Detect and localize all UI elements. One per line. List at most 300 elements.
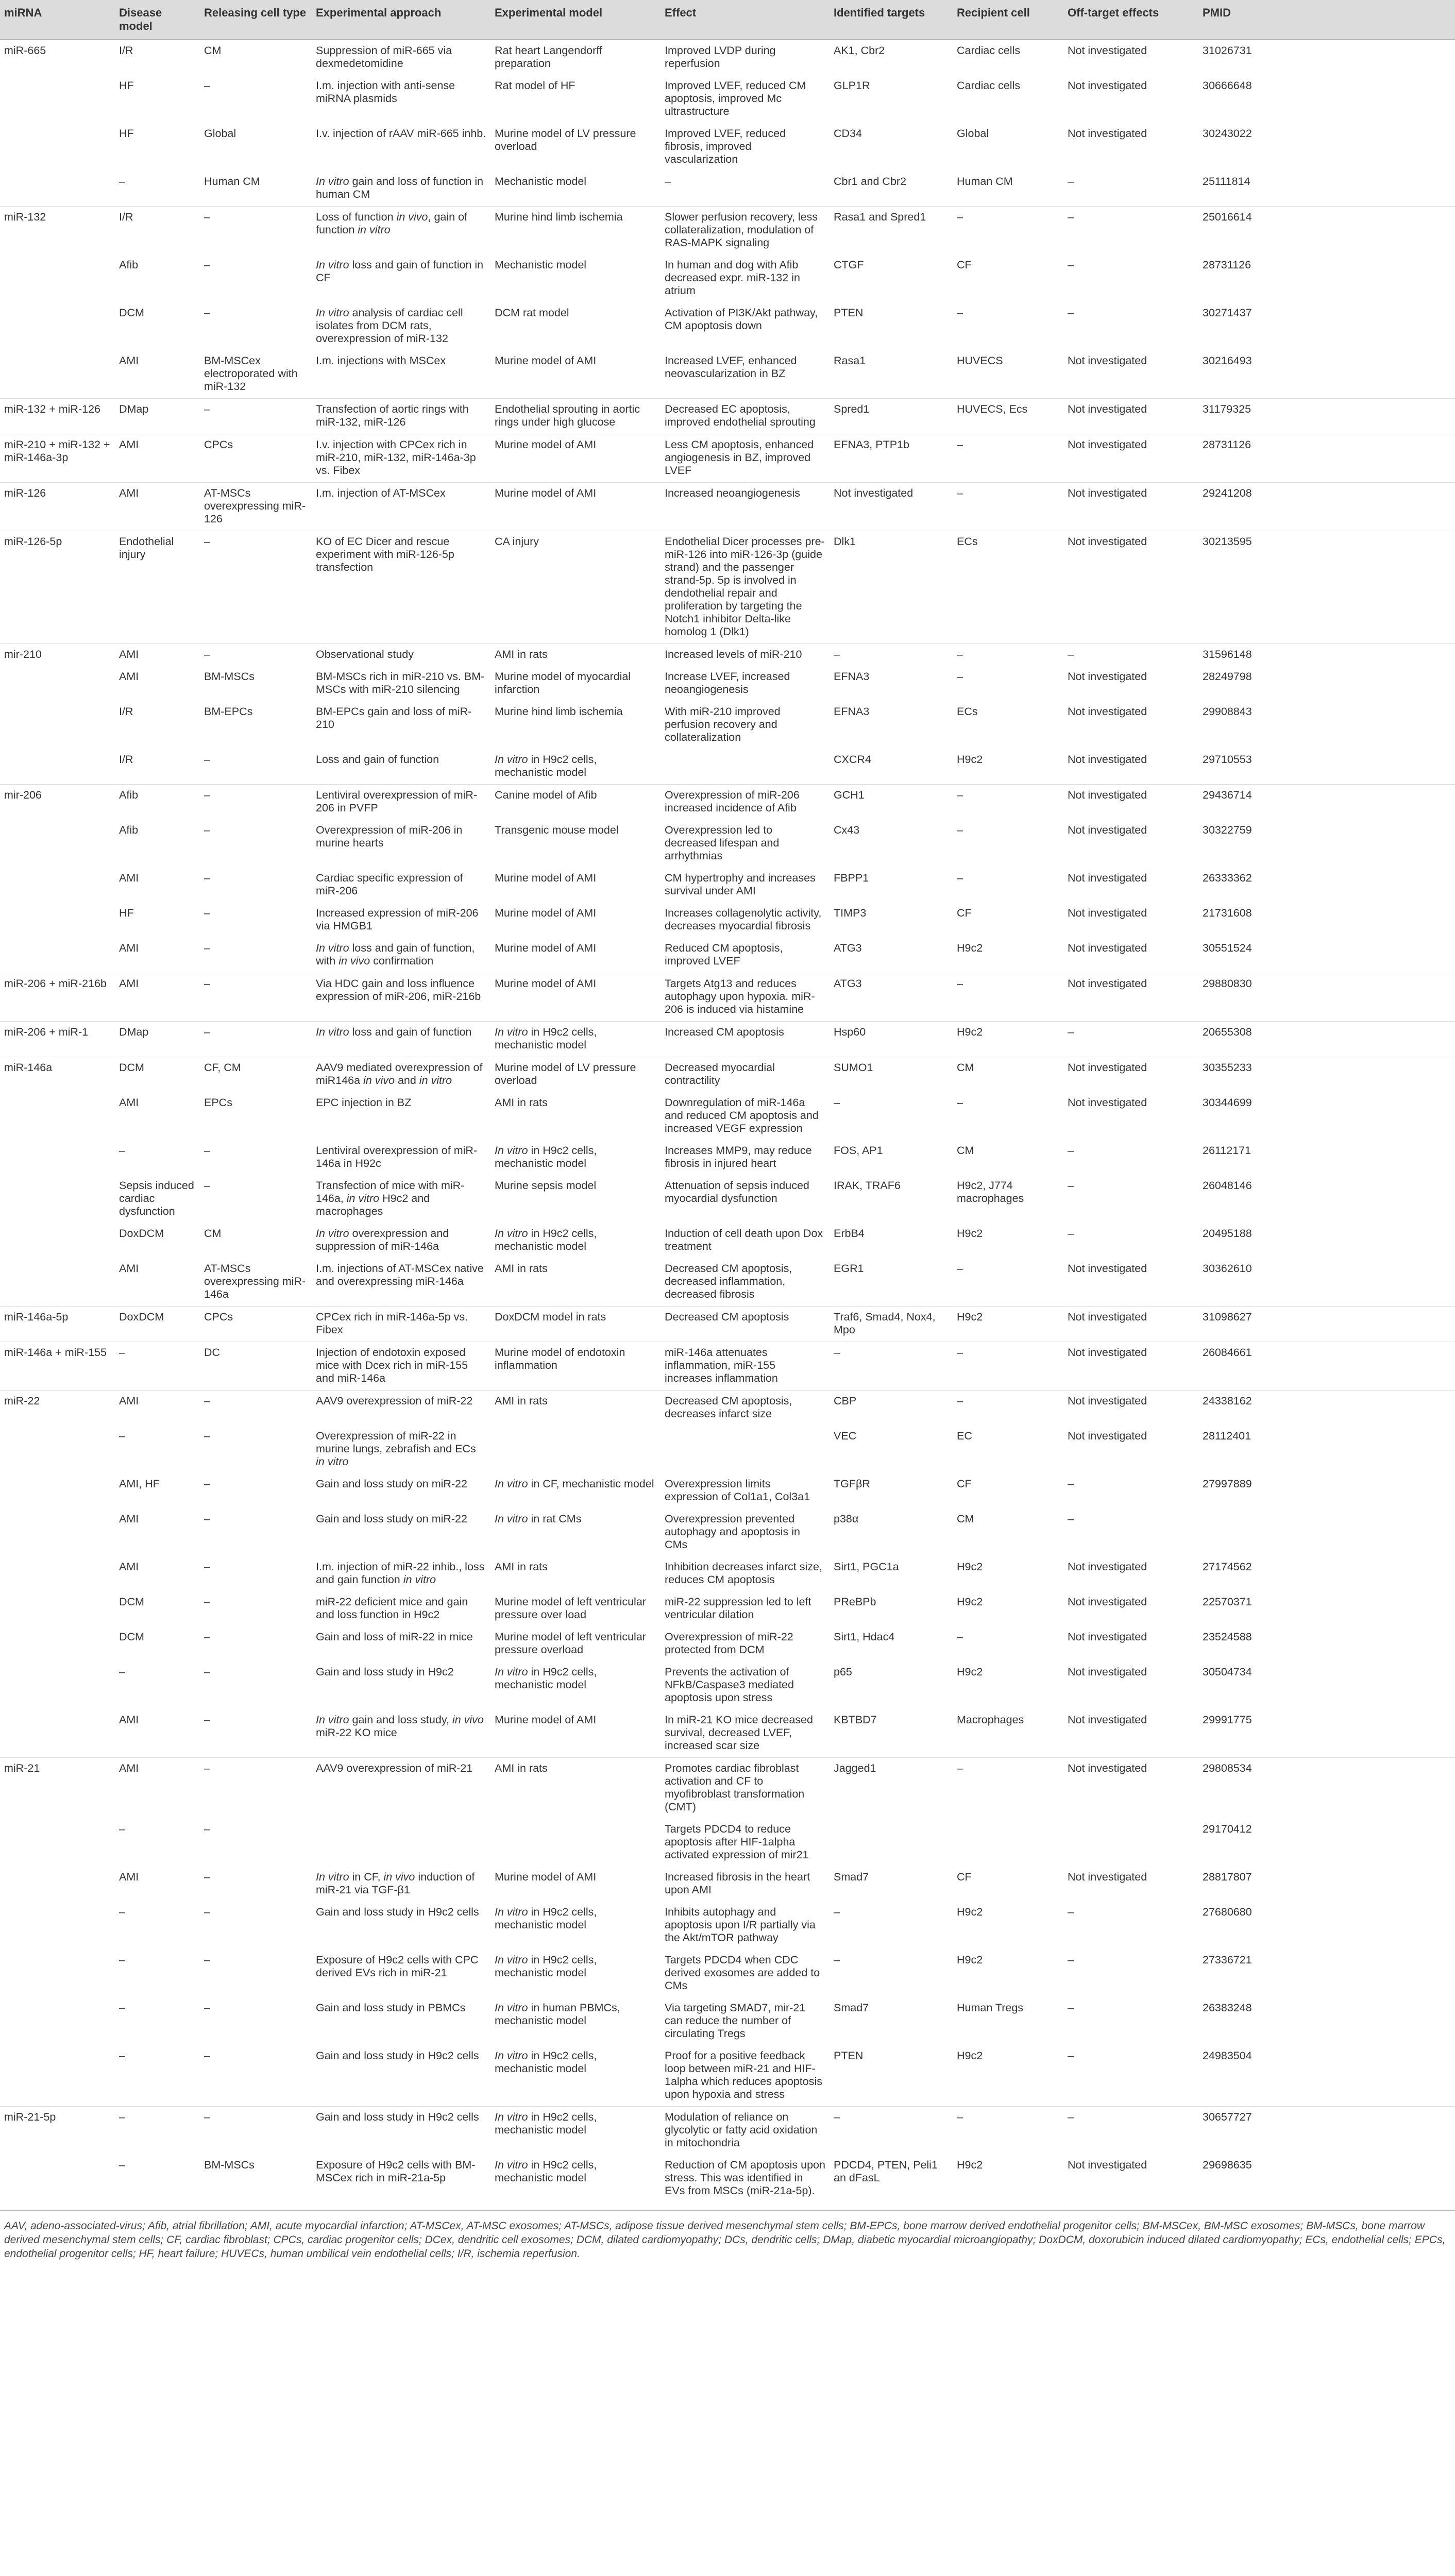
- table-row: [0, 1591, 1455, 1626]
- cell-identified-targets: ATG3: [830, 973, 953, 1022]
- cell-recipient-cell: H9c2: [953, 1307, 1063, 1342]
- cell-identified-targets: PTEN: [834, 307, 864, 319]
- cell-experimental-model: Murine model of AMI: [495, 942, 597, 954]
- cell-off-target-effects: Not investigated: [1068, 1871, 1147, 1883]
- cell-recipient-cell: H9c2, J774 macrophages: [957, 1179, 1024, 1205]
- cell-disease-model: HF: [119, 127, 134, 140]
- table-row: [0, 1662, 1455, 1709]
- table-row: [0, 1258, 1455, 1307]
- cell-off-target-effects: Not investigated: [1068, 44, 1147, 57]
- cell-releasing-cell-type: –: [204, 1906, 210, 1918]
- cell-experimental-model: Murine model of AMI: [495, 1871, 597, 1883]
- cell-releasing-cell-type: –: [200, 644, 312, 667]
- cell-disease-model: –: [119, 1144, 125, 1157]
- cell-recipient-cell: –: [953, 434, 1063, 483]
- cell-identified-targets: Jagged1: [830, 1758, 953, 1819]
- cell-mirna: mir-206: [0, 785, 115, 820]
- cell-pmid: 26112171: [1203, 1144, 1251, 1157]
- table-row: [0, 1819, 1455, 1867]
- cell-identified-targets: Spred1: [830, 399, 953, 434]
- cell-off-target-effects: Not investigated: [1068, 942, 1147, 954]
- table-row: [0, 207, 1455, 255]
- cell-pmid: 30551524: [1203, 942, 1252, 954]
- cell-pmid: 30243022: [1203, 127, 1252, 140]
- table-row: [0, 2155, 1455, 2202]
- cell-identified-targets: –: [834, 1906, 840, 1918]
- cell-identified-targets: Dlk1: [830, 531, 953, 644]
- cell-experimental-approach: Suppression of miR-665 via dexmedetomidine: [316, 44, 452, 70]
- cell-experimental-model: Murine model of myocardial infarction: [495, 670, 631, 696]
- cell-recipient-cell: –: [957, 1096, 963, 1109]
- cell-disease-model: –: [115, 2107, 200, 2155]
- cell-off-target-effects: Not investigated: [1063, 399, 1198, 434]
- table-row: [0, 666, 1455, 701]
- cell-off-target-effects: Not investigated: [1063, 1391, 1198, 1426]
- cell-experimental-model: Murine sepsis model: [495, 1179, 597, 1192]
- cell-experimental-model: AMI in rats: [495, 1096, 548, 1109]
- cell-off-target-effects: –: [1068, 175, 1074, 188]
- table-row: [0, 749, 1455, 785]
- cell-pmid: 24338162: [1198, 1391, 1455, 1426]
- cell-identified-targets: ATG3: [834, 942, 862, 954]
- cell-effect: Downregulation of miR-146a and reduced CM apoptosis and increased VEGF expression: [665, 1096, 819, 1134]
- cell-experimental-model: DoxDCM model in rats: [490, 1307, 661, 1342]
- cell-disease-model: AMI: [115, 434, 200, 483]
- table-row: [0, 123, 1455, 171]
- cell-experimental-approach: miR-22 deficient mice and gain and loss function in H9c2: [316, 1596, 468, 1621]
- cell-disease-model: AMI: [115, 644, 200, 667]
- cell-experimental-model: Murine model of AMI: [490, 434, 661, 483]
- cell-off-target-effects: –: [1068, 1954, 1074, 1966]
- table-row: [0, 1473, 1455, 1509]
- cell-mirna: miR-21: [0, 1758, 115, 1819]
- cell-off-target-effects: Not investigated: [1068, 824, 1147, 836]
- cell-effect: Increased neoangiogenesis: [661, 483, 830, 531]
- cell-off-target-effects: –: [1068, 1513, 1074, 1525]
- cell-identified-targets: p65: [834, 1666, 852, 1678]
- cell-mirna: miR-206 + miR-1: [0, 1022, 115, 1057]
- cell-mirna: [0, 1662, 115, 1709]
- cell-off-target-effects: Not investigated: [1063, 1057, 1198, 1093]
- cell-releasing-cell-type: DC: [200, 1342, 312, 1391]
- cell-identified-targets: Cx43: [834, 824, 860, 836]
- cell-mirna: [0, 1819, 115, 1867]
- cell-disease-model: AMI: [119, 1871, 139, 1883]
- cell-mirna: [0, 255, 115, 302]
- cell-pmid: 30216493: [1203, 354, 1252, 367]
- cell-pmid: 20495188: [1203, 1227, 1252, 1240]
- cell-off-target-effects: Not investigated: [1068, 1714, 1147, 1726]
- table-row: [0, 785, 1455, 820]
- cell-pmid: 31596148: [1198, 644, 1455, 667]
- cell-experimental-approach: In vitro analysis of cardiac cell isolates from DCM rats, overexpression of miR-132: [316, 307, 463, 345]
- cell-pmid: 29241208: [1198, 483, 1455, 531]
- table-row: [0, 171, 1455, 207]
- cell-experimental-approach: Cardiac specific expression of miR-206: [316, 872, 463, 897]
- cell-recipient-cell: –: [953, 1342, 1063, 1391]
- cell-pmid: 30666648: [1203, 79, 1252, 92]
- cell-mirna: [0, 302, 115, 350]
- cell-recipient-cell: –: [953, 2107, 1063, 2155]
- cell-mirna: mir-210: [0, 644, 115, 667]
- cell-disease-model: AMI: [119, 1561, 139, 1573]
- cell-off-target-effects: Not investigated: [1068, 872, 1147, 884]
- cell-pmid: 27680680: [1203, 1906, 1252, 1918]
- cell-releasing-cell-type: –: [200, 973, 312, 1022]
- cell-identified-targets: AK1, Cbr2: [834, 44, 885, 57]
- cell-disease-model: AMI: [115, 1391, 200, 1426]
- cell-pmid: 29698635: [1203, 2159, 1252, 2171]
- table-row: [0, 903, 1455, 938]
- cell-experimental-approach: In vitro in CF, in vivo induction of miR-21 via TGF-β1: [316, 1871, 475, 1896]
- column-header-effect: Effect: [661, 0, 830, 40]
- cell-effect: Improved LVDP during reperfusion: [665, 44, 776, 70]
- cell-recipient-cell: –: [953, 1391, 1063, 1426]
- cell-releasing-cell-type: –: [204, 1714, 210, 1726]
- cell-off-target-effects: Not investigated: [1068, 1262, 1147, 1275]
- cell-recipient-cell: –: [953, 483, 1063, 531]
- cell-identified-targets: Cbr1 and Cbr2: [834, 175, 907, 188]
- cell-mirna: [0, 1223, 115, 1258]
- cell-experimental-approach: I.v. injection of rAAV miR-665 inhb.: [316, 127, 486, 140]
- cell-recipient-cell: CF: [957, 259, 972, 271]
- cell-effect: miR-22 suppression led to left ventricular dilation: [665, 1596, 811, 1621]
- cell-experimental-approach: Gain and loss study in H9c2: [316, 1666, 454, 1678]
- cell-releasing-cell-type: –: [204, 307, 210, 319]
- cell-releasing-cell-type: –: [200, 1391, 312, 1426]
- cell-experimental-model: AMI in rats: [495, 1561, 548, 1573]
- cell-recipient-cell: –: [953, 207, 1063, 255]
- cell-experimental-approach: In vitro loss and gain of function, with in vivo confirmation: [316, 942, 475, 967]
- cell-releasing-cell-type: CPCs: [200, 1307, 312, 1342]
- cell-disease-model: HF: [119, 907, 134, 919]
- column-header-off-target-effects: Off-target effects: [1063, 0, 1198, 40]
- table-row: [0, 483, 1455, 531]
- cell-identified-targets: Rasa1: [834, 354, 866, 367]
- cell-disease-model: I/R: [115, 207, 200, 255]
- cell-recipient-cell: H9c2: [953, 1022, 1063, 1057]
- cell-experimental-model: In vitro in H9c2 cells, mechanistic model: [495, 1954, 597, 1979]
- cell-mirna: [0, 868, 115, 903]
- cell-experimental-approach: EPC injection in BZ: [316, 1096, 412, 1109]
- cell-off-target-effects: Not investigated: [1068, 1096, 1147, 1109]
- cell-recipient-cell: H9c2: [957, 2049, 983, 2062]
- cell-experimental-approach: Transfection of aortic rings with miR-132, miR-126: [312, 399, 490, 434]
- cell-mirna: miR-126-5p: [0, 531, 115, 644]
- cell-recipient-cell: CM: [953, 1057, 1063, 1093]
- table-row: [0, 868, 1455, 903]
- cell-experimental-approach: Lentiviral overexpression of miR-206 in PVFP: [312, 785, 490, 820]
- cell-disease-model: –: [119, 1906, 125, 1918]
- cell-off-target-effects: Not investigated: [1068, 1631, 1147, 1643]
- cell-pmid: 29808534: [1198, 1758, 1455, 1819]
- cell-effect: Inhibits autophagy and apoptosis upon I/R partially via the Akt/mTOR pathway: [665, 1906, 816, 1944]
- cell-effect: Slower perfusion recovery, less collateralization, modulation of RAS-MAPK signaling: [661, 207, 830, 255]
- cell-experimental-approach: AAV9 overexpression of miR-22: [312, 1391, 490, 1426]
- cell-recipient-cell: [953, 1819, 1063, 1867]
- cell-releasing-cell-type: –: [204, 1430, 210, 1442]
- cell-recipient-cell: –: [957, 1631, 963, 1643]
- cell-disease-model: –: [119, 2049, 125, 2062]
- cell-releasing-cell-type: CPCs: [200, 434, 312, 483]
- table-row: [0, 255, 1455, 302]
- cell-recipient-cell: Human Tregs: [957, 2002, 1024, 2014]
- cell-effect: Endothelial Dicer processes pre-miR-126 into miR-126-3p (guide strand) and the passenger strand-5p. 5p is involved in dendothelial repair and proliferation by targeting the Notch1 inhibitor Delta-like homolog 1 (Dlk1): [661, 531, 830, 644]
- cell-identified-targets: EGR1: [834, 1262, 864, 1275]
- cell-effect: Increased CM apoptosis: [661, 1022, 830, 1057]
- cell-mirna: [0, 2045, 115, 2107]
- cell-releasing-cell-type: AT-MSCs overexpressing miR-146a: [204, 1262, 306, 1300]
- table-row: [0, 1509, 1455, 1556]
- cell-pmid: 26383248: [1203, 2002, 1252, 2014]
- cell-pmid: 22570371: [1203, 1596, 1252, 1608]
- cell-experimental-approach: I.m. injection of miR-22 inhib., loss and gain function in vitro: [316, 1561, 485, 1586]
- cell-pmid: 30657727: [1198, 2107, 1455, 2155]
- cell-effect: Decreased EC apoptosis, improved endothelial sprouting: [661, 399, 830, 434]
- cell-identified-targets: –: [830, 1342, 953, 1391]
- cell-experimental-approach: I.m. injections with MSCex: [316, 354, 446, 367]
- cell-releasing-cell-type: –: [200, 207, 312, 255]
- table-row: [0, 820, 1455, 868]
- cell-effect: Prevents the activation of NFkB/Caspase3 mediated apoptosis upon stress: [665, 1666, 794, 1704]
- cell-experimental-model: [490, 1426, 661, 1473]
- table-row: [0, 1950, 1455, 1997]
- cell-disease-model: AMI: [115, 973, 200, 1022]
- cell-off-target-effects: Not investigated: [1063, 434, 1198, 483]
- cell-experimental-model: Murine model of AMI: [495, 1714, 597, 1726]
- cell-mirna: [0, 1092, 115, 1140]
- cell-identified-targets: IRAK, TRAF6: [834, 1179, 901, 1192]
- cell-disease-model: Sepsis induced cardiac dysfunction: [119, 1179, 194, 1217]
- cell-effect: Increased LVEF, enhanced neovascularization in BZ: [665, 354, 797, 380]
- cell-pmid: 30213595: [1198, 531, 1455, 644]
- table-row: [0, 1709, 1455, 1758]
- cell-recipient-cell: –: [957, 872, 963, 884]
- cell-off-target-effects: –: [1068, 1478, 1074, 1490]
- cell-experimental-model: Murine model of AMI: [495, 907, 597, 919]
- cell-identified-targets: PReBPb: [834, 1596, 876, 1608]
- cell-experimental-approach: KO of EC Dicer and rescue experiment with miR-126-5p transfection: [312, 531, 490, 644]
- cell-experimental-model: In vitro in H9c2 cells, mechanistic model: [490, 1022, 661, 1057]
- table-footnote: AAV, adeno-associated-virus; Afib, atrial fibrillation; AMI, acute myocardial infarction; AT-MSCex, AT-MSC exosomes; AT-MSCs, adipose tissue derived mesenchymal stem cells; BM-EPCs, bone marrow derived endothelial progenitor cells; BM-MSCex, BM-MSC exosomes; BM-MSCs, bone marrow derived mesenchymal stem cells; CF, cardiac fibroblast; CPCs, cardiac progenitor cells; DCex, dendritic cell exosomes; DCM, dilated cardiomyopathy; DCs, dendritic cells; DMap, diabetic myocardial microangiopathy; DoxDCM, doxorubicin induced dilated cardiomyopathy; ECs, endothelial cells; EPCs, endothelial progenitor cells; HF, heart failure; HUVECs, human umbilical vein endothelial cells; I/R, ischemia reperfusion.: [0, 2210, 1455, 2261]
- cell-mirna: miR-21-5p: [0, 2107, 115, 2155]
- cell-recipient-cell: H9c2: [957, 1954, 983, 1966]
- cell-mirna: [0, 1867, 115, 1902]
- cell-pmid: 27174562: [1203, 1561, 1252, 1573]
- cell-releasing-cell-type: –: [204, 2049, 210, 2062]
- cell-off-target-effects: –: [1068, 307, 1074, 319]
- cell-effect: Increases MMP9, may reduce fibrosis in injured heart: [665, 1144, 812, 1170]
- cell-pmid: 29908843: [1203, 705, 1252, 718]
- cell-disease-model: –: [119, 1823, 125, 1835]
- cell-experimental-approach: [312, 1819, 490, 1867]
- cell-experimental-model: Murine hind limb ischemia: [490, 207, 661, 255]
- cell-experimental-model: Murine model of LV pressure overload: [490, 1057, 661, 1093]
- cell-effect: Decreased myocardial contractility: [661, 1057, 830, 1093]
- cell-recipient-cell: –: [957, 670, 963, 683]
- cell-pmid: 29170412: [1203, 1823, 1252, 1835]
- column-header-pmid: PMID: [1198, 0, 1455, 40]
- cell-experimental-approach: Exposure of H9c2 cells with BM-MSCex rich in miR-21a-5p: [316, 2159, 476, 2184]
- cell-releasing-cell-type: –: [204, 1596, 210, 1608]
- cell-recipient-cell: –: [957, 307, 963, 319]
- cell-experimental-approach: CPCex rich in miR-146a-5p vs. Fibex: [312, 1307, 490, 1342]
- cell-pmid: 27336721: [1203, 1954, 1252, 1966]
- cell-releasing-cell-type: –: [204, 1871, 210, 1883]
- cell-effect: Targets PDCD4 to reduce apoptosis after HIF-1alpha activated expression of mir21: [665, 1823, 809, 1861]
- cell-off-target-effects: Not investigated: [1063, 483, 1198, 531]
- cell-recipient-cell: H9c2: [957, 1906, 983, 1918]
- cell-disease-model: DoxDCM: [115, 1307, 200, 1342]
- cell-disease-model: –: [119, 1954, 125, 1966]
- cell-experimental-model: Canine model of Afib: [490, 785, 661, 820]
- cell-experimental-approach: Gain and loss of miR-22 in mice: [316, 1631, 473, 1643]
- cell-experimental-approach: I.m. injections of AT-MSCex native and overexpressing miR-146a: [316, 1262, 484, 1287]
- cell-identified-targets: Sirt1, PGC1a: [834, 1561, 899, 1573]
- cell-experimental-model: In vitro in H9c2 cells, mechanistic model: [490, 2107, 661, 2155]
- cell-disease-model: AMI: [119, 1714, 139, 1726]
- table-row: [0, 1140, 1455, 1175]
- cell-pmid: 30322759: [1203, 824, 1252, 836]
- cell-effect: Overexpression limits expression of Col1a1, Col3a1: [665, 1478, 810, 1503]
- column-header-experimental-model: Experimental model: [490, 0, 661, 40]
- cell-off-target-effects: Not investigated: [1063, 973, 1198, 1022]
- table-row: [0, 531, 1455, 644]
- cell-releasing-cell-type: –: [204, 1954, 210, 1966]
- cell-pmid: 31179325: [1198, 399, 1455, 434]
- cell-disease-model: AMI: [119, 1262, 139, 1275]
- cell-releasing-cell-type: –: [204, 259, 210, 271]
- cell-experimental-approach: Increased expression of miR-206 via HMGB1: [316, 907, 479, 932]
- cell-mirna: [0, 903, 115, 938]
- cell-identified-targets: EFNA3, PTP1b: [830, 434, 953, 483]
- cell-off-target-effects: –: [1068, 2049, 1074, 2062]
- cell-experimental-model: AMI in rats: [490, 1391, 661, 1426]
- cell-recipient-cell: –: [957, 1262, 963, 1275]
- cell-recipient-cell: HUVECS, Ecs: [953, 399, 1063, 434]
- cell-recipient-cell: H9c2: [957, 942, 983, 954]
- column-header-mirna: miRNA: [0, 0, 115, 40]
- cell-off-target-effects: Not investigated: [1068, 705, 1147, 718]
- cell-effect: CM hypertrophy and increases survival under AMI: [665, 872, 816, 897]
- cell-disease-model: AMI: [115, 483, 200, 531]
- cell-experimental-approach: I.m. injection with anti-sense miRNA plasmids: [316, 79, 455, 105]
- cell-recipient-cell: Human CM: [957, 175, 1013, 188]
- cell-effect: Promotes cardiac fibroblast activation and CF to myofibroblast transformation (CMT): [661, 1758, 830, 1819]
- cell-off-target-effects: Not investigated: [1068, 907, 1147, 919]
- cell-off-target-effects: Not investigated: [1063, 785, 1198, 820]
- cell-effect: Overexpression prevented autophagy and apoptosis in CMs: [665, 1513, 800, 1551]
- table-row: [0, 350, 1455, 399]
- cell-off-target-effects: Not investigated: [1068, 79, 1147, 92]
- cell-experimental-model: AMI in rats: [490, 1758, 661, 1819]
- cell-off-target-effects: –: [1068, 2002, 1074, 2014]
- cell-recipient-cell: Cardiac cells: [957, 44, 1021, 57]
- cell-recipient-cell: CF: [957, 907, 972, 919]
- cell-off-target-effects: [1063, 1819, 1198, 1867]
- cell-mirna: [0, 2155, 115, 2202]
- cell-disease-model: DoxDCM: [119, 1227, 164, 1240]
- cell-experimental-model: Transgenic mouse model: [495, 824, 619, 836]
- cell-experimental-approach: Gain and loss study in H9c2 cells: [316, 2049, 479, 2062]
- cell-releasing-cell-type: –: [204, 942, 210, 954]
- cell-off-target-effects: –: [1068, 1906, 1074, 1918]
- cell-experimental-approach: Overexpression of miR-22 in murine lungs, zebrafish and ECs in vitro: [316, 1430, 476, 1468]
- cell-off-target-effects: –: [1063, 2107, 1198, 2155]
- cell-pmid: 28112401: [1203, 1430, 1251, 1442]
- table-row: [0, 1556, 1455, 1591]
- cell-pmid: [1198, 1509, 1455, 1556]
- cell-experimental-model: Murine model of AMI: [490, 973, 661, 1022]
- cell-pmid: 23524588: [1203, 1631, 1252, 1643]
- cell-mirna: [0, 1556, 115, 1591]
- cell-pmid: 30344699: [1203, 1096, 1252, 1109]
- cell-identified-targets: Smad7: [834, 1871, 869, 1883]
- cell-recipient-cell: Cardiac cells: [957, 79, 1021, 92]
- cell-pmid: 29436714: [1198, 785, 1455, 820]
- cell-releasing-cell-type: –: [204, 753, 210, 766]
- cell-identified-targets: [830, 1819, 953, 1867]
- cell-identified-targets: TGFβR: [834, 1478, 870, 1490]
- cell-mirna: miR-146a-5p: [0, 1307, 115, 1342]
- cell-effect: Overexpression of miR-206 increased incidence of Afib: [661, 785, 830, 820]
- cell-identified-targets: CBP: [830, 1391, 953, 1426]
- cell-mirna: [0, 1997, 115, 2045]
- cell-off-target-effects: Not investigated: [1063, 531, 1198, 644]
- cell-identified-targets: CTGF: [834, 259, 864, 271]
- cell-disease-model: –: [119, 1666, 125, 1678]
- cell-experimental-approach: Gain and loss study in H9c2 cells: [312, 2107, 490, 2155]
- cell-recipient-cell: H9c2: [957, 1596, 983, 1608]
- cell-identified-targets: –: [830, 644, 953, 667]
- cell-mirna: [0, 350, 115, 399]
- cell-experimental-approach: In vitro gain and loss study, in vivo miR-22 KO mice: [316, 1714, 484, 1739]
- cell-identified-targets: FOS, AP1: [834, 1144, 883, 1157]
- cell-experimental-approach: In vitro gain and loss of function in human CM: [316, 175, 484, 200]
- cell-experimental-model: AMI in rats: [495, 1262, 548, 1275]
- table-row: [0, 434, 1455, 483]
- table-row: [0, 1057, 1455, 1093]
- table-row: [0, 1223, 1455, 1258]
- cell-mirna: miR-665: [4, 44, 46, 57]
- cell-experimental-model: Endothelial sprouting in aortic rings under high glucose: [490, 399, 661, 434]
- cell-releasing-cell-type: –: [204, 1823, 210, 1835]
- cell-experimental-approach: Gain and loss study in H9c2 cells: [316, 1906, 479, 1918]
- cell-experimental-model: DCM rat model: [495, 307, 569, 319]
- cell-mirna: [0, 75, 115, 123]
- column-header-experimental-approach: Experimental approach: [312, 0, 490, 40]
- cell-experimental-model: In vitro in CF, mechanistic model: [495, 1478, 654, 1490]
- table-row: [0, 973, 1455, 1022]
- cell-releasing-cell-type: –: [204, 1631, 210, 1643]
- cell-off-target-effects: Not investigated: [1068, 753, 1147, 766]
- table-row: [0, 1426, 1455, 1473]
- cell-experimental-approach: I.v. injection with CPCex rich in miR-210, miR-132, miR-146a-3p vs. Fibex: [312, 434, 490, 483]
- cell-mirna: miR-206 + miR-216b: [0, 973, 115, 1022]
- cell-pmid: 26084661: [1198, 1342, 1455, 1391]
- cell-identified-targets: GCH1: [830, 785, 953, 820]
- cell-releasing-cell-type: BM-EPCs: [204, 705, 253, 718]
- cell-disease-model: AMI: [119, 670, 139, 683]
- cell-experimental-model: Murine model of AMI: [490, 483, 661, 531]
- table-row: [0, 2045, 1455, 2107]
- cell-effect: Modulation of reliance on glycolytic or fatty acid oxidation in mitochondria: [661, 2107, 830, 2155]
- cell-mirna: [0, 749, 115, 785]
- cell-disease-model: –: [119, 1430, 125, 1442]
- cell-identified-targets: EFNA3: [834, 705, 870, 718]
- cell-disease-model: Afib: [115, 785, 200, 820]
- cell-experimental-approach: Transfection of mice with miR-146a, in vitro H9c2 and macrophages: [316, 1179, 465, 1217]
